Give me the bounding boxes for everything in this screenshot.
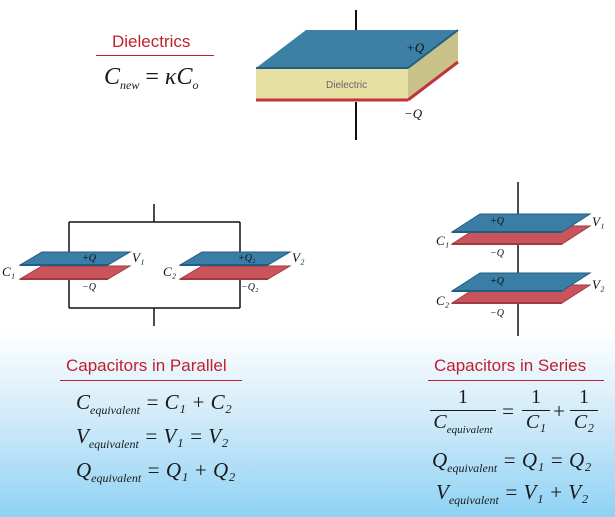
parallel-q-pos-1: +Q	[82, 253, 96, 264]
series-eq1-frac-1: $\frac{1}{\text{C₁}}$	[522, 386, 550, 434]
parallel-q-neg-2: −Q₂	[241, 282, 259, 293]
series-capacitor-2	[452, 273, 590, 303]
parallel-eq-charge: $Q_{equivalent} = Q_1 + Q_2$	[76, 458, 236, 485]
series-q-pos-1: +Q	[490, 216, 504, 227]
plate-pos-label: +Q	[406, 40, 425, 55]
series-circuit	[436, 182, 605, 336]
parallel-c2-label: C₂	[163, 264, 177, 279]
parallel-eq-voltage: $V_{equivalent} = V_1 = V_2$	[76, 424, 229, 451]
series-q-neg-2: −Q	[490, 308, 504, 319]
dielectrics-formula: $C_{new} = \kappa C_o$	[104, 64, 199, 92]
series-eq-voltage: $V_{equivalent} = V_1 + V_2$	[436, 480, 589, 507]
series-capacitor-1	[452, 214, 590, 244]
parallel-v1-label: V₁	[132, 250, 145, 265]
series-eq1-plus: +	[553, 399, 565, 423]
parallel-c1-label: C₁	[2, 264, 16, 279]
series-eq1-equals: =	[502, 399, 514, 423]
dielectric-material-label: Dielectric	[326, 80, 368, 91]
parallel-eq-capacitance: $C_{equivalent} = C_1 + C_2$	[76, 390, 232, 417]
parallel-capacitor-1	[20, 252, 130, 279]
series-v1-label: V₁	[592, 214, 605, 229]
series-c1-label: C₁	[436, 233, 450, 248]
series-c2-label: C₂	[436, 293, 450, 308]
parallel-title: Capacitors in Parallel	[66, 356, 227, 375]
series-v2-label: V₂	[592, 277, 605, 292]
parallel-v2-label: V₂	[292, 250, 305, 265]
series-title-underline	[428, 380, 604, 381]
series-title: Capacitors in Series	[434, 356, 587, 375]
parallel-title-underline	[60, 380, 242, 381]
dielectric-capacitor	[256, 10, 458, 140]
series-q-pos-2: +Q	[490, 276, 504, 287]
plate-neg-label: −Q	[404, 106, 423, 121]
series-eq1-lhs-fraction: 1 $C_{equivalent}$	[430, 386, 496, 436]
parallel-circuit	[2, 204, 305, 326]
parallel-q-pos-2: +Q₂	[238, 253, 256, 264]
parallel-capacitor-2	[180, 252, 290, 279]
series-eq-charge: $Q_{equivalent} = Q_1 = Q_2$	[432, 448, 592, 475]
parallel-q-neg-1: −Q	[82, 282, 96, 293]
dielectrics-title: Dielectrics	[112, 32, 191, 51]
series-eq1-frac-2: $\frac{1}{\text{C₂}}$	[570, 386, 598, 434]
series-q-neg-1: −Q	[490, 248, 504, 259]
